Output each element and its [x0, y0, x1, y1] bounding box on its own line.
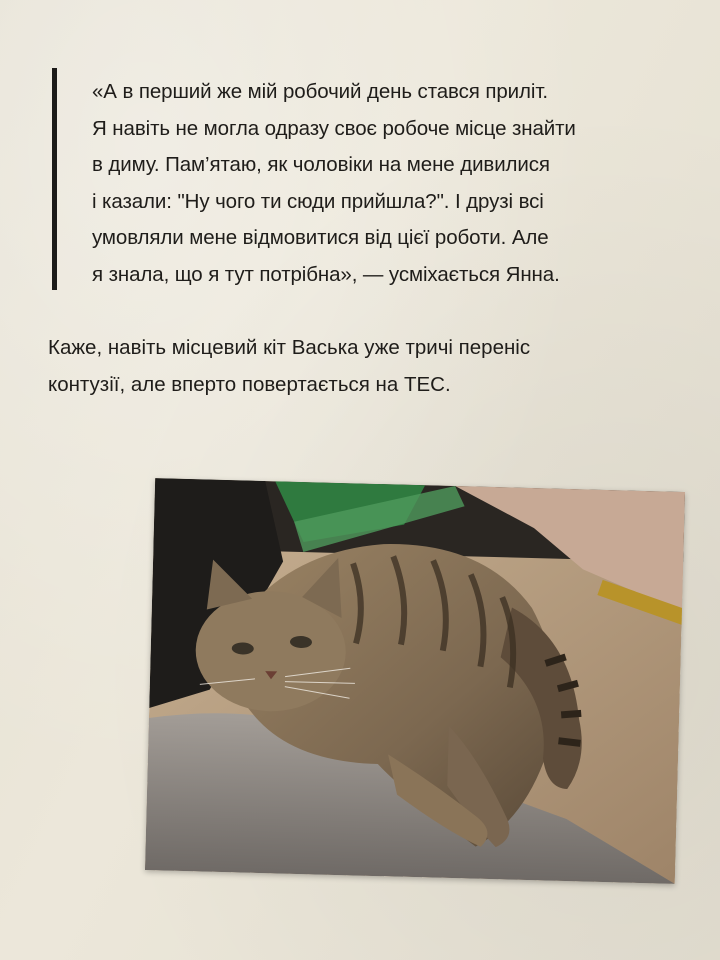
cat-photo [145, 478, 685, 884]
quote-line: умовляли мене відмовитися від цієї роботи. Але [92, 226, 549, 250]
quote-bar [52, 68, 57, 290]
body-line: Каже, навіть місцевий кіт Васька уже тричі переніс [48, 336, 531, 359]
quote-line: «А в перший же мій робочий день стався приліт. [92, 80, 548, 103]
quote-line: Я навіть не могла одразу своє робоче місце знайти [92, 116, 576, 140]
quote-line: я знала, що я тут потрібна», — усміхається Янна. [92, 262, 560, 286]
body-paragraph [48, 329, 688, 403]
quote-text [92, 74, 682, 294]
body-line: контузії, але вперто повертається на ТЕС. [48, 373, 451, 396]
quote-line: в диму. Пам’ятаю, як чоловіки на мене дивилися [92, 153, 550, 177]
cat-photo-illustration [145, 478, 685, 884]
quote-line: і казали: "Ну чого ти сюди прийшла?". І друзі всі [92, 189, 544, 213]
